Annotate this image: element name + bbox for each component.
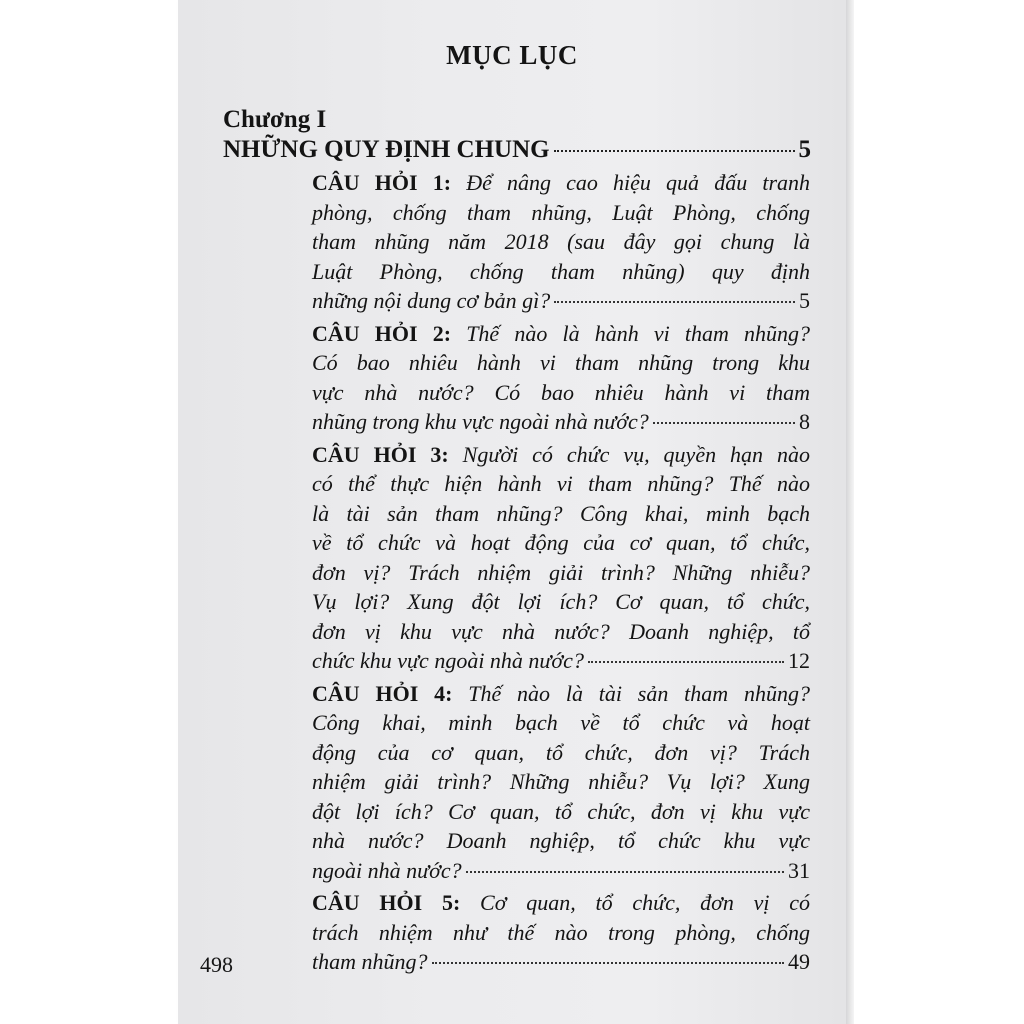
toc-entry-line (312, 286, 810, 316)
entry-page-number: 5 (799, 288, 810, 313)
toc-entry-line (312, 797, 810, 827)
entry-page-number: 8 (799, 409, 810, 434)
toc-entry-line (312, 947, 810, 977)
toc-entry-line (312, 257, 810, 287)
entry-text: có thể thực hiện hành vi tham nhũng? Thế nào (312, 471, 810, 496)
entry-text: Để nâng cao hiệu quả đấu tranh (466, 170, 811, 195)
toc-entry[interactable] (312, 888, 810, 977)
toc-entry-line (312, 888, 810, 918)
toc-entry-line (312, 856, 810, 886)
chapter-label: Chương I (223, 106, 327, 133)
entry-text: Cơ quan, tổ chức, đơn vị có (480, 890, 810, 915)
toc-entry-line (312, 168, 810, 198)
toc-entry-line (312, 440, 810, 470)
entry-page-number: 49 (788, 949, 810, 974)
dot-leader (554, 301, 795, 303)
entry-page-number: 12 (788, 648, 810, 673)
toc-entry-line (312, 348, 810, 378)
dot-leader (588, 661, 784, 663)
entry-text: nhiệm giải trình? Những nhiễu? Vụ lợi? Xung (312, 769, 810, 794)
toc-entry-line (312, 227, 810, 257)
question-label: CÂU HỎI 4: (312, 680, 453, 706)
page-title: MỤC LỤC (446, 40, 578, 70)
entry-text: đơn vị khu vực nhà nước? Doanh nghiệp, tổ (312, 618, 810, 644)
question-label: CÂU HỎI 3: (312, 441, 449, 467)
question-label: CÂU HỎI 1: (312, 170, 452, 195)
toc-entry-line (312, 528, 810, 558)
toc-entry-line (312, 587, 810, 617)
entry-page-number: 31 (788, 857, 810, 883)
entry-text: tham nhũng năm 2018 (sau đây gọi chung là (312, 229, 810, 254)
chapter-heading[interactable] (223, 136, 811, 164)
entry-text: Vụ lợi? Xung đột lợi ích? Cơ quan, tổ chức, (312, 589, 810, 614)
dot-leader (653, 422, 795, 424)
toc-entry-line (312, 918, 810, 948)
entry-text: những nội dung cơ bản gì? (312, 288, 551, 313)
entry-text: là tài sản tham nhũng? Công khai, minh bạch (312, 500, 810, 526)
question-label: CÂU HỎI 2: (312, 320, 452, 346)
toc-entry-line (312, 617, 810, 647)
dot-leader (466, 871, 784, 873)
entry-text: tham nhũng? (312, 949, 428, 974)
entry-text: trách nhiệm như thế nào trong phòng, chống (312, 919, 810, 945)
entry-text: đơn vị? Trách nhiệm giải trình? Những nhiễu? (312, 559, 810, 585)
entry-text: đột lợi ích? Cơ quan, tổ chức, đơn vị khu vực (312, 798, 810, 824)
entry-text: Thế nào là tài sản tham nhũng? (468, 680, 810, 706)
entry-text: Thế nào là hành vi tham nhũng? (466, 320, 810, 346)
toc-entry-line (312, 708, 810, 738)
toc-entry[interactable] (312, 440, 810, 676)
toc-entry-line (312, 407, 810, 437)
toc-entry-line (312, 198, 810, 228)
entry-text: Luật Phòng, chống tham nhũng) quy định (312, 258, 810, 284)
toc-entries (312, 168, 810, 980)
toc-entry-line (312, 767, 810, 797)
entry-text: Người có chức vụ, quyền hạn nào (462, 441, 810, 467)
entry-text: phòng, chống tham nhũng, Luật Phòng, chống (312, 199, 810, 225)
toc-entry[interactable] (312, 679, 810, 886)
entry-text: nhà nước? Doanh nghiệp, tổ chức khu vực (312, 828, 810, 853)
toc-entry-line (312, 646, 810, 676)
entry-text: về tổ chức và hoạt động của cơ quan, tổ chức, (312, 530, 810, 555)
dot-leader (554, 150, 795, 152)
entry-text: Công khai, minh bạch về tổ chức và hoạt (312, 710, 810, 735)
entry-text: nhũng trong khu vực ngoài nhà nước? (312, 409, 649, 434)
dot-leader (432, 962, 785, 964)
toc-entry-line (312, 826, 810, 856)
toc-entry[interactable] (312, 168, 810, 316)
toc-entry-line (312, 679, 810, 709)
toc-entry-line (312, 469, 810, 499)
question-label: CÂU HỎI 5: (312, 890, 461, 915)
toc-entry-line (312, 558, 810, 588)
entry-text: chức khu vực ngoài nhà nước? (312, 648, 584, 673)
toc-entry-line (312, 738, 810, 768)
entry-text: vực nhà nước? Có bao nhiêu hành vi tham (312, 379, 810, 405)
chapter-page: 5 (798, 136, 811, 163)
toc-entry-line (312, 319, 810, 349)
entry-text: động của cơ quan, tổ chức, đơn vị? Trách (312, 739, 810, 765)
toc-entry[interactable] (312, 319, 810, 437)
toc-entry-line (312, 499, 810, 529)
book-page (178, 0, 846, 1024)
toc-entry-line (312, 378, 810, 408)
entry-text: Có bao nhiêu hành vi tham nhũng trong khu (312, 350, 810, 375)
page-edge (846, 0, 854, 1024)
chapter-title: NHỮNG QUY ĐỊNH CHUNG (223, 136, 550, 163)
page-number: 498 (200, 952, 233, 977)
entry-text: ngoài nhà nước? (312, 857, 462, 883)
